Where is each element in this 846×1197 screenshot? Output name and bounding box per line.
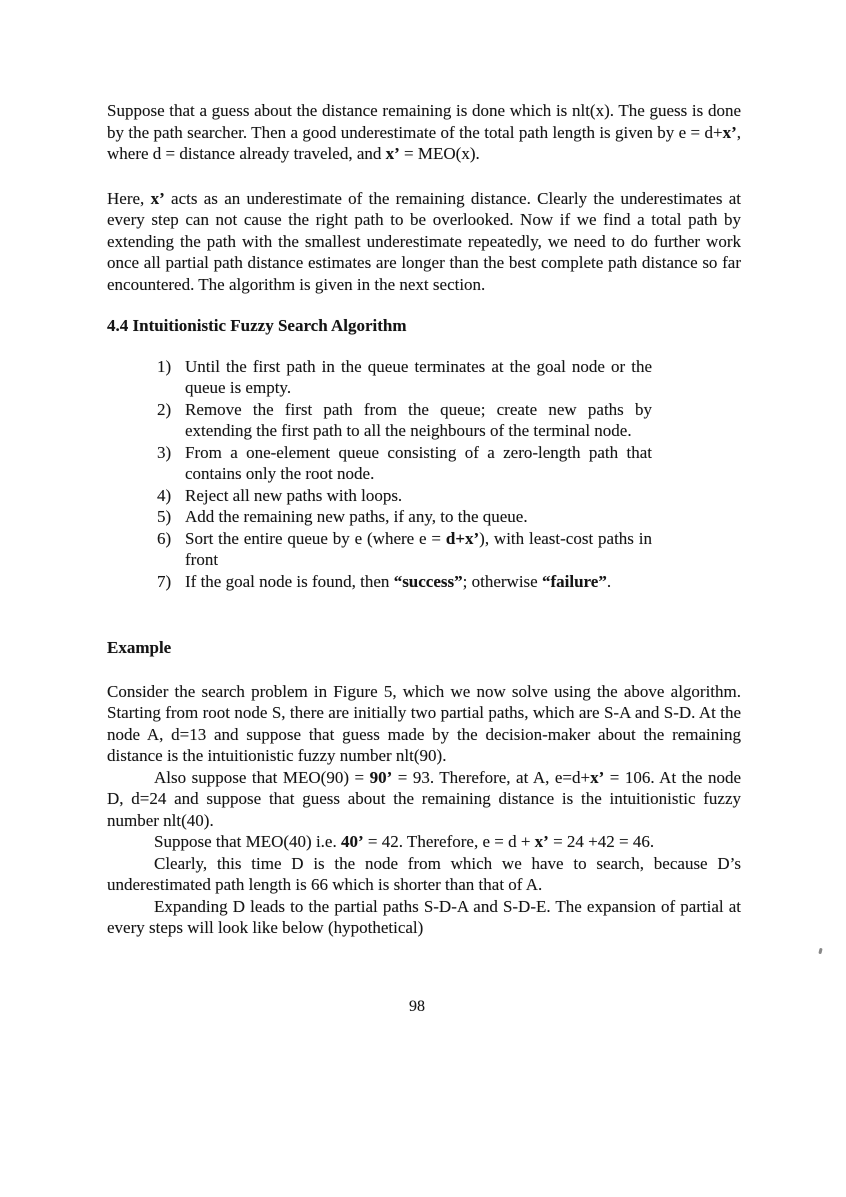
text-segment: Also suppose that MEO(90) = [154,767,370,787]
step-text [185,485,652,507]
text-segment: Expanding D leads to the partial paths S-D-A and S-D-E. The expansion of partial at every steps will look like below (hypothetical) [107,896,741,937]
text-segment: ; otherwise [462,571,542,591]
step-number: 2) [157,399,172,419]
text-segment: Sort the entire queue by e (where e = [185,528,446,548]
page-number: 98 [409,998,425,1015]
paragraph-remaining-distance [107,188,741,296]
step-number: 6) [157,528,172,548]
example-paragraph-expanding [107,896,741,939]
step-text [185,571,652,593]
text-segment: = MEO(x). [399,144,480,163]
step-number: 4) [157,485,172,505]
scan-artifact-speck [818,948,822,955]
example-paragraph-clearly [107,853,741,896]
text-segment: ), with least-cost paths in front [185,528,652,569]
step-text [185,399,652,442]
text-segment: = 42. Therefore, e = d + [363,832,535,851]
text-segment: , where d = distance already traveled, and [107,122,741,163]
algorithm-step-3 [157,442,741,485]
text-segment: . [606,571,612,591]
text-segment: From a one-element queue consisting of a zero-length path that contains only the root node. [185,442,652,483]
example-heading: Example [107,638,172,657]
text-segment-bold: 40’ [340,832,364,851]
example-paragraph-also-suppose [107,767,741,832]
text-segment: = 24 +42 = 46. [548,832,655,851]
text-segment-bold: x’ [534,832,549,851]
example-paragraph-suppose-meo40 [107,831,741,853]
step-text [185,506,652,528]
text-segment: acts as an underestimate of the remaining distance. Clearly the underestimates at every step can not cause the right path to be overlooked. Now if we find a total path by extending the path with the smallest underestimate repeatedly, we need to do further work once all partial path distance estimates are longer than the best complete path distance so far encountered. The algorithm is given in the next section. [107,188,742,294]
text-segment-bold: x’ [590,767,605,787]
text-segment: Here, [107,188,151,208]
text-segment: = 93. Therefore, at A, e=d+ [392,767,591,787]
algorithm-step-5 [157,506,741,528]
algorithm-step-7 [157,571,741,593]
text-segment: Add the remaining new paths, if any, to the queue. [185,507,528,526]
text-segment-bold: x’ [722,122,737,142]
step-number: 7) [157,571,172,591]
step-text [185,528,652,571]
algorithm-step-6 [157,528,741,571]
step-text [185,442,652,485]
text-segment: Suppose that MEO(40) i.e. [154,832,341,851]
algorithm-step-2 [157,399,741,442]
paragraph-guess-underestimate [107,100,741,165]
text-segment-bold: “failure” [541,571,607,591]
text-segment: Reject all new paths with loops. [185,485,403,505]
step-number: 5) [157,507,172,526]
text-segment: If the goal node is found, then [185,571,394,591]
algorithm-step-4 [157,485,741,507]
text-segment-bold: x’ [150,188,165,208]
text-segment: Until the first path in the queue terminates at the goal node or the queue is empty. [185,356,652,397]
text-segment: Consider the search problem in Figure 5, which we now solve using the above algorithm. Starting from root node S, there are initially two partial paths, which are S-A and S-D. At the node A, d=13 and suppose that guess made by the decision-maker about the remaining distance is the intuitionistic fuzzy number nlt(90). [107,681,741,765]
text-segment-bold: x’ [385,144,400,163]
text-segment: Remove the first path from the queue; create new paths by extending the first path to all the neighbours of the terminal node. [185,399,652,440]
step-number: 1) [157,356,172,376]
step-text [185,356,652,399]
page-content [107,100,741,939]
text-segment-bold: “success” [393,571,463,591]
text-segment: Clearly, this time D is the node from which we have to search, because D’s underestimated path length is 66 which is shorter than that of A. [107,853,741,894]
section-heading-4-4: 4.4 Intuitionistic Fuzzy Search Algorithm [107,316,407,335]
text-segment-bold: d+x’ [445,528,480,548]
text-segment: Suppose that a guess about the distance remaining is done which is nlt(x). The guess is done by the path searcher. Then a good underestimate of the total path length is given by e = d+ [107,101,741,142]
text-segment-bold: 90’ [369,767,393,787]
algorithm-steps-list [157,356,741,593]
algorithm-step-1 [157,356,741,399]
step-number: 3) [157,442,172,462]
text-segment: = 106. At the node D, d=24 and suppose that guess about the remaining distance is the intuitionistic fuzzy number nlt(40). [107,767,741,830]
example-paragraph-consider [107,681,741,767]
